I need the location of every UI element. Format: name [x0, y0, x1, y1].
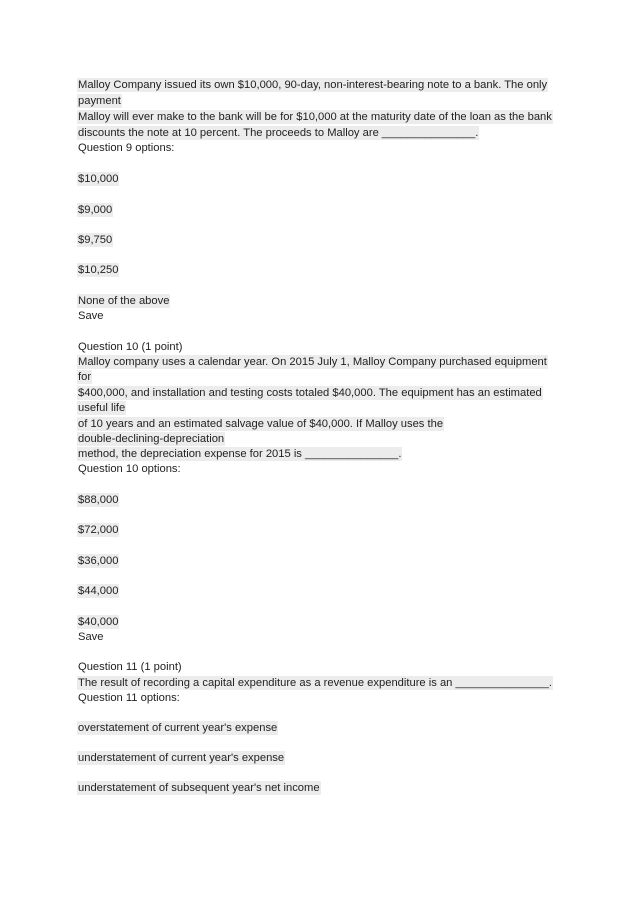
- q10-text-line: method, the depreciation expense for 2015 is _______________.: [78, 448, 402, 460]
- q10-option[interactable]: $72,000: [78, 524, 119, 536]
- q11-header: Question 11 (1 point): [78, 661, 182, 673]
- q11-options-label: Question 11 options:: [78, 692, 180, 704]
- q9-text-line: Malloy will ever make to the bank will be for $10,000 at the maturity date of the loan as the bank: [78, 111, 552, 123]
- q10-save-button[interactable]: Save: [78, 631, 104, 643]
- q11-text-line: The result of recording a capital expenditure as a revenue expenditure is an _______________.: [78, 677, 552, 689]
- q11-option[interactable]: understatement of current year's expense: [78, 752, 285, 764]
- q9-option[interactable]: $10,000: [78, 173, 119, 185]
- q9-option[interactable]: $9,000: [78, 204, 113, 216]
- q9-option[interactable]: $10,250: [78, 264, 119, 276]
- q10-options-label: Question 10 options:: [78, 463, 181, 475]
- q10-header: Question 10 (1 point): [78, 341, 183, 353]
- q11-option[interactable]: understatement of subsequent year's net income: [78, 782, 320, 794]
- q10-text-line: Malloy company uses a calendar year. On 2015 July 1, Malloy Company purchased equipment: [78, 356, 547, 368]
- q10-text-line: useful life: [78, 402, 126, 414]
- q9-save-button[interactable]: Save: [78, 310, 104, 322]
- q9-text-line: Malloy Company issued its own $10,000, 90-day, non-interest-bearing note to a bank. The only: [78, 79, 548, 91]
- q10-option[interactable]: $88,000: [78, 494, 119, 506]
- q10-option[interactable]: $36,000: [78, 555, 119, 567]
- q11-option[interactable]: overstatement of current year's expense: [78, 722, 278, 734]
- q10-option[interactable]: $44,000: [78, 585, 119, 597]
- q10-text-line: of 10 years and an estimated salvage value of $40,000. If Malloy uses the: [78, 418, 444, 430]
- q9-text-line: payment: [78, 95, 121, 107]
- q10-text-line: double-declining-depreciation: [78, 433, 225, 445]
- q9-options-label: Question 9 options:: [78, 142, 175, 154]
- q10-option[interactable]: $40,000: [78, 616, 119, 628]
- q9-option[interactable]: $9,750: [78, 234, 113, 246]
- q10-text-line: for: [78, 371, 92, 383]
- q9-option[interactable]: None of the above: [78, 295, 170, 307]
- q9-text-line: discounts the note at 10 percent. The proceeds to Malloy are _______________.: [78, 127, 479, 139]
- q10-text-line: $400,000, and installation and testing costs totaled $40,000. The equipment has an estimated: [78, 387, 542, 399]
